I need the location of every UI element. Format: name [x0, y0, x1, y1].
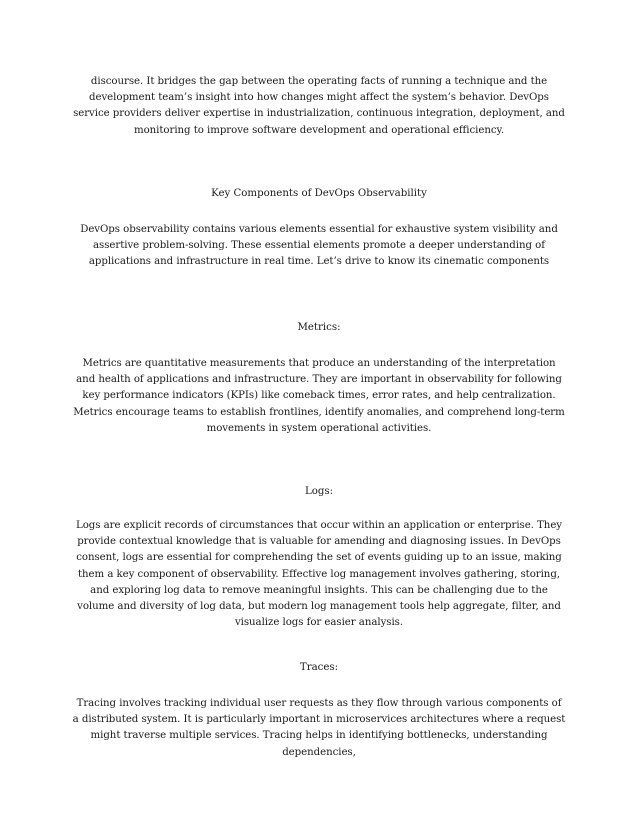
section-heading-metrics: Metrics: [297, 322, 341, 333]
section-heading-logs: Logs: [304, 486, 334, 497]
traces-paragraph: Tracing involves tracking individual user requests as they flow through various components of a distributed system. It is particularly important in microservices architectures where a request might traverse multiple services. Tracing helps in identifying bottlenecks, understanding dependencies, [72, 698, 566, 758]
metrics-paragraph: Metrics are quantitative measurements that produce an understanding of the interpretation and health of applications and infrastructure. They are important in observability for following key performance indicators (KPIs) like comeback times, error rates, and help centralization. Metrics encourage teams to establish frontlines, identify anomalies, and comprehend long-term movements in system operational activities. [73, 358, 565, 434]
section-heading-traces: Traces: [299, 662, 339, 673]
key-components-paragraph: DevOps observability contains various elements essential for exhaustive system visibility and assertive problem-solving. These essential elements promote a deeper understanding of applications and infrastructure in real time. Let’s drive to know its cinematic components [80, 224, 558, 268]
intro-paragraph: discourse. It bridges the gap between the operating facts of running a technique and the development team’s insight into how changes might affect the system’s behavior. DevOps service providers deliver expertise in industrialization, continuous integration, deployment, and monitoring to improve software development and operational efficiency. [73, 76, 565, 136]
logs-paragraph: Logs are explicit records of circumstances that occur within an application or enterprise. They provide contextual knowledge that is valuable for amending and diagnosing issues. In DevOps consent, logs are essential for comprehending the set of events guiding up to an issue, making them a key component of observability. Effective log management involves gathering, storing, and exploring log data to remove meaningful insights. This can be challenging due to the volume and diversity of log data, but modern log management tools help aggregate, filter, and visualize logs for easier analysis. [76, 520, 562, 629]
section-heading-key-components: Key Components of DevOps Observability [211, 188, 427, 199]
